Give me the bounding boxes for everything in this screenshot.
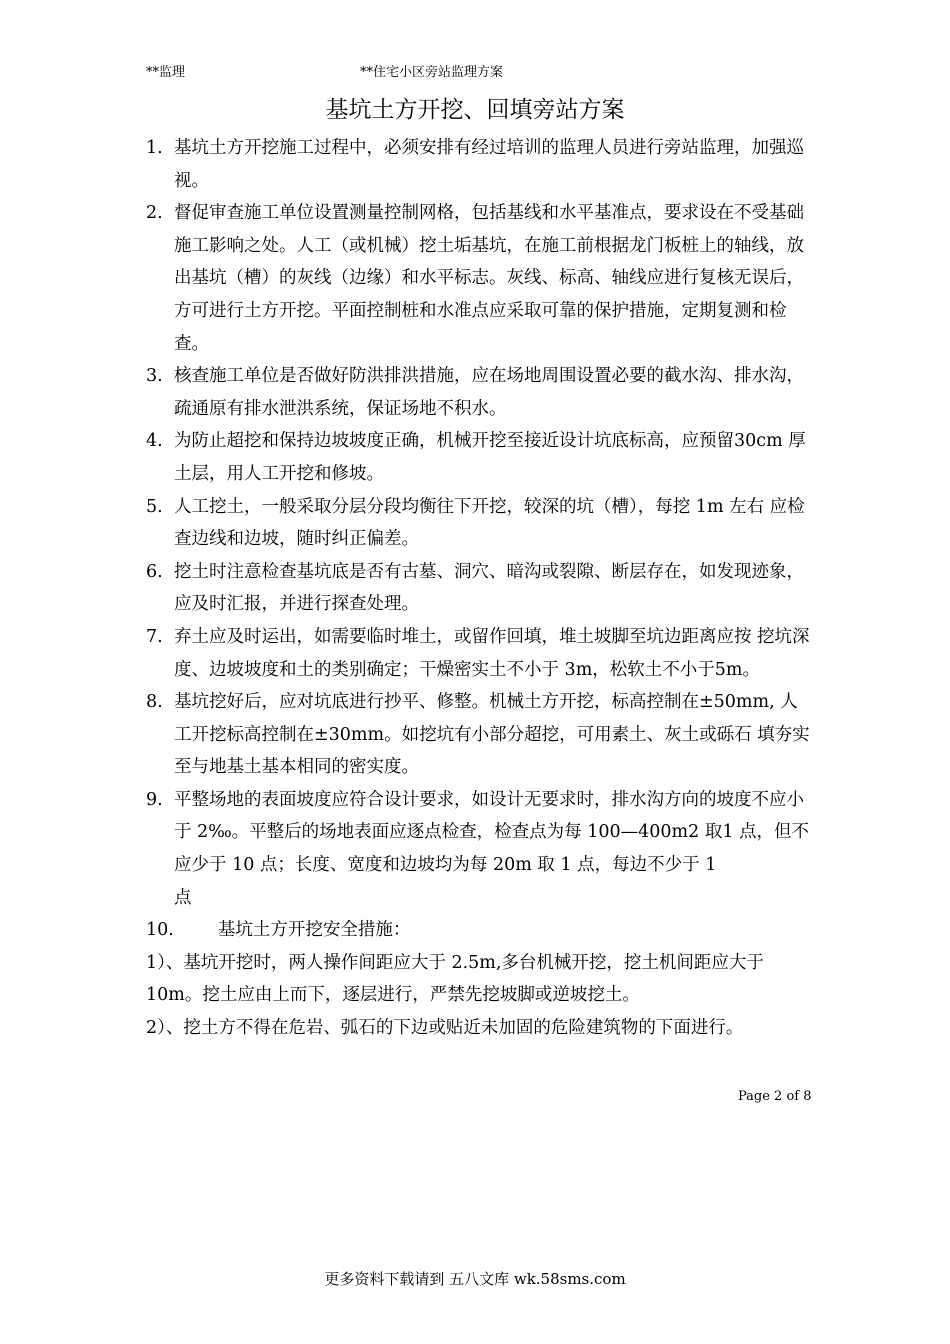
list-item (146, 491, 814, 556)
list-text: 基坑挖好后，应对坑底进行抄平、修整。机械土方开挖，标高控制在±50mm, 人工开挖标高控制在±30mm。如挖坑有小部分超挖，可用素土、灰土或砾石 填夯实至与地基土基本相同的密实度。 (174, 692, 810, 778)
list-text: 督促审查施工单位设置测量控制网格，包括基线和水平基准点，要求设在不受基础施工影响之处。人工（或机械）挖土垢基坑，在施工前根据龙门板桩上的轴线，放出基坑（槽）的灰线（边缘）和水平标志。灰线、标高、轴线应进行复核无误后，方可进行土方开挖。平面控制桩和水准点应采取可靠的保护措施，定期复测和检查。 (174, 203, 804, 354)
list-number: 9. (146, 789, 163, 810)
list-item (146, 132, 814, 197)
list-item (146, 197, 814, 360)
list-text: 点 (174, 887, 192, 908)
list-text: 为防止超挖和保持边坡坡度正确，机械开挖至接近设计坑底标高，应预留30cm 厚土层，用人工开挖和修坡。 (174, 431, 806, 484)
list-text: 基坑土方开挖施工过程中，必须安排有经过培训的监理人员进行旁站监理，加强巡视。 (174, 138, 804, 191)
list-number: 1. (146, 138, 163, 158)
list-number: 3. (146, 366, 163, 387)
list-text: 平整场地的表面坡度应符合设计要求，如设计无要求时，排水沟方向的坡度不应小于 2‰。平整后的场地表面应逐点检查，检查点为每 100—400m2 取1 点，但不应少于 10 点；长度、宽度和边坡均为每 20m 取 1 点，每边不少于 1 (174, 789, 810, 876)
list-item (146, 784, 814, 882)
list-text: 挖土时注意检查基坑底是否有古墓、洞穴、暗沟或裂隙、断层存在，如发现迹象，应及时汇报，并进行探查处理。 (174, 561, 804, 615)
document-title: 基坑土方开挖、回填旁站方案 (325, 97, 625, 123)
list-text: 基坑土方开挖安全措施： (217, 920, 411, 941)
header-center: **住宅小区旁站监理方案 (360, 65, 504, 80)
list-item (146, 425, 814, 490)
list-number: 10. (146, 920, 174, 941)
page-number: Page 2 of 8 (738, 1089, 812, 1104)
header-left: **监理 (146, 65, 186, 80)
list-number: 8. (146, 692, 163, 713)
list-text: 核查施工单位是否做好防洪排洪措施，应在场地周围设置必要的截水沟、排水沟，疏通原有排水泄洪系统，保证场地不积水。 (174, 366, 804, 419)
list-item (146, 686, 814, 784)
paragraph: 1）、基坑开挖时，两人操作间距应大于 2.5m,多台机械开挖，挖土机间距应大于 10m。挖土应由上而下，逐层进行，严禁先挖坡脚或逆坡挖土。 (146, 952, 764, 1006)
list-item (146, 556, 814, 621)
paragraph: 2）、挖土方不得在危岩、弧石的下边或贴近未加固的危险建筑物的下面进行。 (146, 1018, 744, 1039)
list-number: 7. (146, 626, 163, 647)
list-item-10 (146, 914, 814, 947)
list-number: 6. (146, 561, 163, 582)
list-text: 弃土应及时运出，如需要临时堆土，或留作回填，堆土坡脚至坑边距离应按 挖坑深度、边坡坡度和土的类别确定；干燥密实土不小于 3m，松软土不小于5m。 (174, 626, 810, 680)
list-number: 2. (146, 203, 163, 224)
download-banner: 更多资料下载请到 五八文库 wk.58sms.com (324, 1270, 626, 1288)
list-item (146, 360, 814, 425)
list-item-continuation (146, 882, 814, 915)
document-body (146, 132, 814, 1045)
list-item (146, 621, 814, 686)
list-number: 4. (146, 431, 163, 452)
list-number: 5. (146, 496, 163, 517)
list-text: 人工挖土，一般采取分层分段均衡往下开挖，较深的坑（槽），每挖 1m 左右 应检查边线和边坡，随时纠正偏差。 (174, 496, 805, 550)
